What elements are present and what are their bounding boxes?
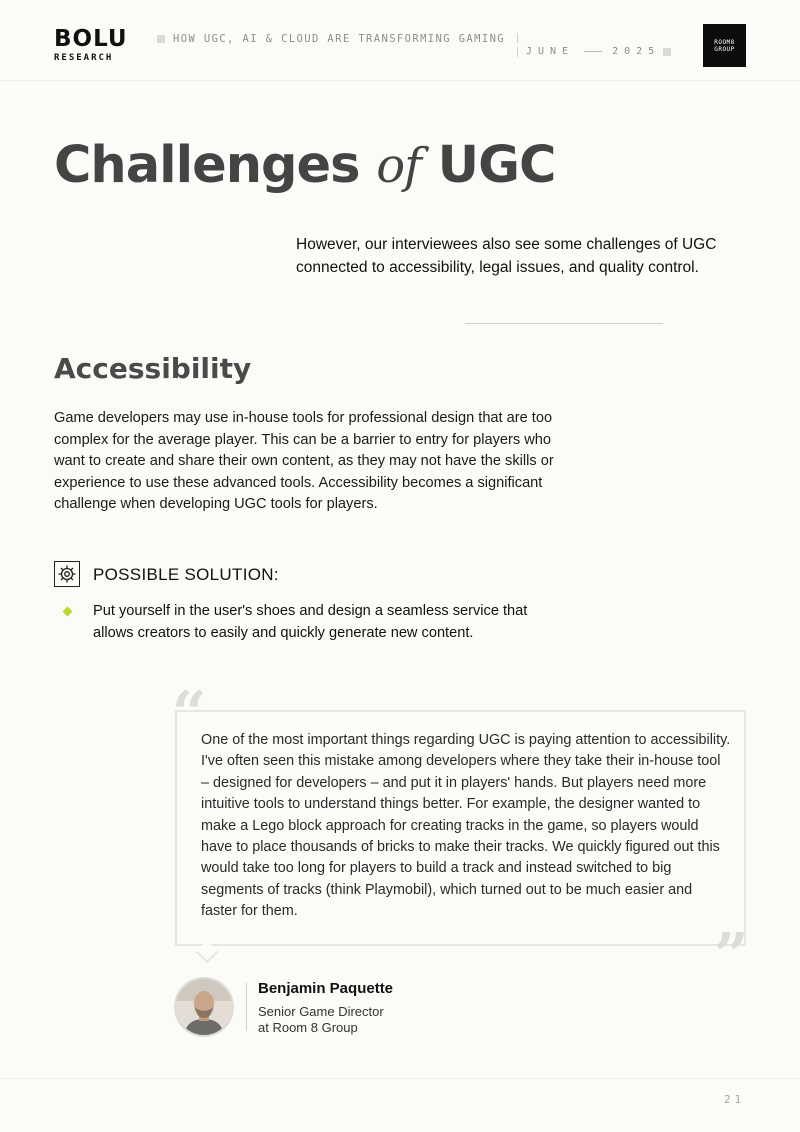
close-quote-icon: ” xyxy=(714,921,749,991)
title-part-3: UGC xyxy=(437,136,556,195)
page-number: 21 xyxy=(724,1093,746,1106)
quote-text: One of the most important things regarding UGC is paying attention to accessibility. I've often seen this mistake among developers where they take their in-house tool – designed for developers – and put it in players' hands. But players need more intuitive tools to understand things better. For example, the designer wanted to make a Lego block approach for creating tracks in the game, so players would have to place thousands of bricks to make their tracks. We quickly figured out this would take too long for players to build a track and instead switched to big segments of tracks (think Playmobil), which turned out to be much easier and faster for them. xyxy=(201,732,731,920)
report-title: HOW UGC, AI & CLOUD ARE TRANSFORMING GAMING xyxy=(173,33,506,45)
header-divider xyxy=(517,33,518,43)
speaker-role-line2: at Room 8 Group xyxy=(258,1020,358,1035)
speaker-divider xyxy=(246,983,247,1031)
page-header xyxy=(0,0,800,81)
title-part-1: Challenges xyxy=(54,136,360,195)
speaker-role-line1: Senior Game Director xyxy=(258,1004,384,1019)
page-title xyxy=(54,136,555,195)
speaker-avatar xyxy=(174,977,234,1037)
bullet-diamond-icon xyxy=(63,607,73,617)
header-square-marker xyxy=(157,35,165,43)
date-year: 2025 xyxy=(612,46,661,57)
partner-logo-line2: GROUP xyxy=(714,45,735,53)
open-quote-icon: “ xyxy=(172,679,207,749)
gear-settings-icon xyxy=(54,561,80,587)
lead-paragraph: However, our interviewees also see some challenges of UGC connected to accessibility, legal issues, and quality control. xyxy=(296,236,717,276)
speaker-name: Benjamin Paquette xyxy=(258,980,394,997)
logo-subtitle: RESEARCH xyxy=(54,53,114,63)
title-part-2: of xyxy=(376,138,421,194)
section-heading: Accessibility xyxy=(54,352,252,385)
divider-line xyxy=(465,323,663,324)
partner-logo xyxy=(703,24,746,67)
header-divider xyxy=(517,47,518,57)
header-square-marker xyxy=(663,48,671,56)
logo xyxy=(54,26,128,63)
partner-logo-line1: ROOM8 xyxy=(714,38,735,46)
report-date xyxy=(526,46,660,57)
section-body: Game developers may use in-house tools for professional design that are too complex for the average player. This can be a barrier to entry for players who want to create and share their own content, as they may not have the skills or experience to use these advanced tools. Accessibility becomes a significant challenge when developing UGC tools for players. xyxy=(54,410,554,512)
date-dash xyxy=(584,51,602,52)
solution-item: Put yourself in the user's shoes and design a seamless service that allows creators to easily and quickly generate new content. xyxy=(93,603,528,641)
speaker-role xyxy=(258,1004,384,1036)
logo-wordmark: BOLU xyxy=(54,26,128,52)
date-month: JUNE xyxy=(526,46,575,57)
footer-rule xyxy=(0,1078,800,1079)
solution-title: POSSIBLE SOLUTION: xyxy=(93,565,279,584)
